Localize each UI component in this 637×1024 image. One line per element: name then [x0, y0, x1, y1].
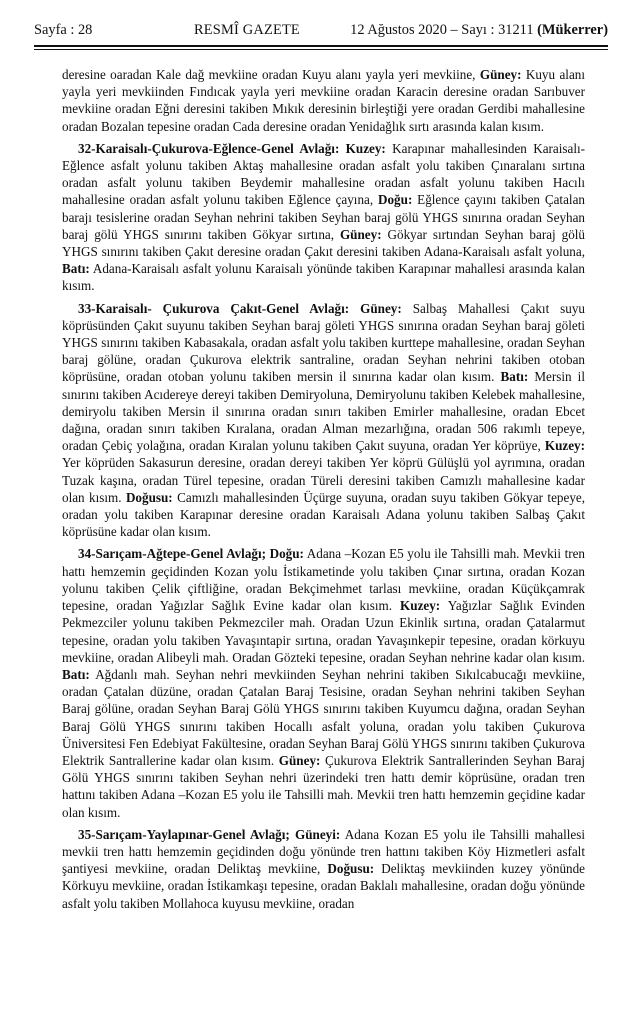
page-header — [34, 16, 608, 44]
bold-label: 32-Karaisalı-Çukurova-Eğlence-Genel Avlağı: — [78, 140, 340, 156]
text-run: Eğlence çayını takiben Çatalan barajı tesislerine oradan Seyhan nehrini takiben Seyhan baraj gölü YHGS sınırına oradan Seyhan baraj gölü YHGS sınırını takiben Gökyar sırtına, — [62, 192, 585, 242]
text-run: Ağdanlı mah. Seyhan nehri mevkiinden Seyhan nehrini takiben Sıkılcabucağı mevkiine, oradan Çatalan düzüne, oradan Çatalan Baraj Tesisine, oradan Seyhan nehrini takiben Seyhan Baraj gölüne, oradan Seyhan Baraj Gölü YHGS sınırını takiben Kuyumcu dağına, oradan Seyhan Baraj Gölü YHGS sınırını takiben Hocallı asfalt yoluna, oradan yolu takiben Çukurova Üniversitesi Fen Edebiyat Fakültesine, oradan Seyhan Baraj Gölü YHGS sınırını takiben Çukurova Elektrik Santrallerine kadar olan kısım. — [62, 666, 585, 768]
text-run: Kuyu alanı yayla yeri mevkiinden Fındıcak yayla yeri mevkiine oradan Karacin deresine oradan Sarıbuver mevkiine oradan Eğni deresini takiben Mıkık deresinin birleştiği yere oradan Gerdibi mahallesine oradan Bozalan tepesine oradan Cada deresine oradan Yenidağlık sırtı arasında kalan kısım. — [62, 67, 585, 134]
bold-label: 35-Sarıçam-Yaylapınar-Genel Avlağı; Güneyi: — [78, 826, 341, 842]
bold-label: Kuzey: — [400, 598, 441, 614]
bold-label: Güney: — [278, 752, 321, 768]
bold-label: Kuzey: — [345, 140, 386, 156]
bold-label: 33-Karaisalı- Çukurova Çakıt-Genel Avlağı: — [78, 300, 350, 316]
paragraph-hunting-area-35 — [62, 826, 585, 912]
text-run: Salbaş Mahallesi Çakıt suyu köprüsünden Çakıt suyunu takiben Seyhan baraj göleti YHGS sınırına oradan Seyhan baraj göleti YHGS sınırını takiben Kabasakala, oradan asfalt yolu takiben kurttepe mahallesine, oradan Seyhan baraj gölüne, oradan Çukurova elektrik santraline, oradan Seyhan nehrini takiben otoban köprüsüne, oradan otoban yolunu takiben mersin il sınırına kadar olan kısım. — [62, 300, 586, 385]
header-rule-thin — [34, 49, 608, 50]
bold-label: Kuzey: — [544, 438, 585, 454]
bold-label: 34-Sarıçam-Ağtepe-Genel Avlağı; Doğu: — [78, 546, 304, 562]
issue-date-number: 12 Ağustos 2020 – Sayı : 31211 — [350, 22, 538, 38]
bold-label: Güney: — [360, 300, 402, 316]
text-run: Deliktaş mevkiinden kuzey yönünde Körkuyu mevkiine, oradan İstikamkaşı tepesine, oradan Baklalı mahallesine, oradan doğu yönünde asfalt yolu takiben Mollahoca kuyusu mevkiine, oradan — [62, 861, 585, 911]
gazette-title: RESMÎ GAZETE — [194, 22, 300, 38]
document-body — [62, 66, 585, 917]
bold-label: Doğusu: — [125, 489, 173, 505]
text-run: Adana Kozan E5 yolu ile Tahsilli mahallesi mevkii tren hattı hemzemin geçidinden doğu yönünde tren hattını takiben Köy Hizmetleri asfalt şantiyesi mevkiine, oradan Deliktaş mevkiine, — [62, 826, 585, 877]
repeat-label: (Mükerrer) — [537, 22, 608, 38]
text-run — [349, 301, 360, 316]
text-run: Gökyar sırtından Seyhan baraj gölü YHGS sınırını takiben Çakıt deresine oradan Çakıt deresini takiben Adana-Karaisalı asfalt yoluna, — [62, 226, 585, 260]
paragraph-hunting-area-34 — [62, 545, 585, 820]
bold-label: Batı: — [62, 666, 90, 682]
text-run: Adana-Karaisalı asfalt yolunu Karaisalı yönünde takiben Karapınar mahallesi arasında kalan kısım. — [62, 261, 585, 294]
text-run: Karapınar mahallesinden Karaisalı-Eğlence asfalt yolunu takiben Aktaş mahallesine oradan asfalt yolu takiben Çınaralanı sırtına oradan asfalt yolunu takiben Beydemir mahallesine oradan asfalt yolunu takiben Hacılı mahallesine oradan asfalt yolunu takiben Eğlence çayına, — [62, 140, 586, 208]
bold-label: Güney: — [479, 67, 522, 82]
issue-info — [350, 16, 608, 44]
text-run: Mersin il sınırını takiben Acıdereye dereyi takiben Demiryoluna, Demiryolunu takiben Kelebek mahallesine, demiryolu takiben Mersin il sınırına oradan sınırı takiben Emirler mahallesine, oradan Ebcet dağına, oradan sınırı takiben Kıralana, oradan Alman mezarlığına, oradan 506 rakımlı tepeye, oradan Çebiç yolağına, oradan Kıralan yolunu takiben Çakıt suyuna, oradan Yer köprüye, — [62, 369, 585, 454]
page-number: Sayfa : 28 — [34, 22, 93, 38]
text-run: Camızlı mahallesinden Üçürge suyuna, oradan suyu takiben Gökyar tepeye, oradan yolu takiben Karapınar deresine oradan Karaisalı Adana yolunu takiben Salbaş Çakıt köprüsüne kadar olan kısım. — [62, 489, 586, 540]
paragraph-hunting-area-32 — [62, 140, 585, 295]
text-run: deresine oaradan Kale dağ mevkiine oradan Kuyu alanı yayla yeri mevkiine, — [62, 67, 480, 82]
bold-label: Batı: — [62, 261, 90, 277]
text-run: Yer köprüden Sakasurun deresine, oradan dereyi takiben Yer köprü Gülüşlü yol ayrımına, oradan Tuzak kaşına, oradan Türel tepesine, oradan Türeli deresini takiben Camızlı mahallesine kadar olan kısım. — [62, 455, 585, 505]
bold-label: Doğu: — [378, 192, 413, 208]
bold-label: Batı: — [500, 369, 529, 385]
paragraph-continuation — [62, 66, 585, 135]
text-run: Çukurova Elektrik Santrallerinden Seyhan Baraj Gölü YHGS sınırını takiben Seyhan nehri üzerindeki tren hattı demir köprüsüne, oradan tren hattını takiben Adana –Kozan E5 yolu ile Tahsilli mah. Mevkii tren hattı hemzemin geçidine kadar olan kısım. — [62, 752, 585, 820]
text-run: Yağızlar Sağlık Evinden Pekmezciler yolunu takiben Pekmezciler mah. Oradan Uzun Ekinlik sırtına, oradan Çatalarmut tepesine, oradan yolu takiben Yavaşıntapir sırtına, oradan Yavaşınkepir tepesine, oradan körkuyu mevkiine, oradan Alibeyli mah. Oradan Gözteki tepesine, oradan Seyhan nehrine kadar olan kısım. — [62, 598, 585, 665]
bold-label: Doğusu: — [327, 861, 375, 877]
text-run: Adana –Kozan E5 yolu ile Tahsilli mah. Mevkii tren hattı hemzemin geçidinden Kozan yolu İstikametinde yolu takiben Çınar sırtına, oradan Kozan yolunu takiben Çelik çiftliğine, oradan Bekçimehmet tarlası mevkiine, oradan Küçükçamrak tepesine, oradan Yağızlar Sağlık Evine kadar olan kısım. — [62, 546, 586, 614]
header-rule-thick — [34, 45, 608, 47]
paragraph-hunting-area-33 — [62, 300, 585, 541]
bold-label: Güney: — [339, 226, 382, 242]
